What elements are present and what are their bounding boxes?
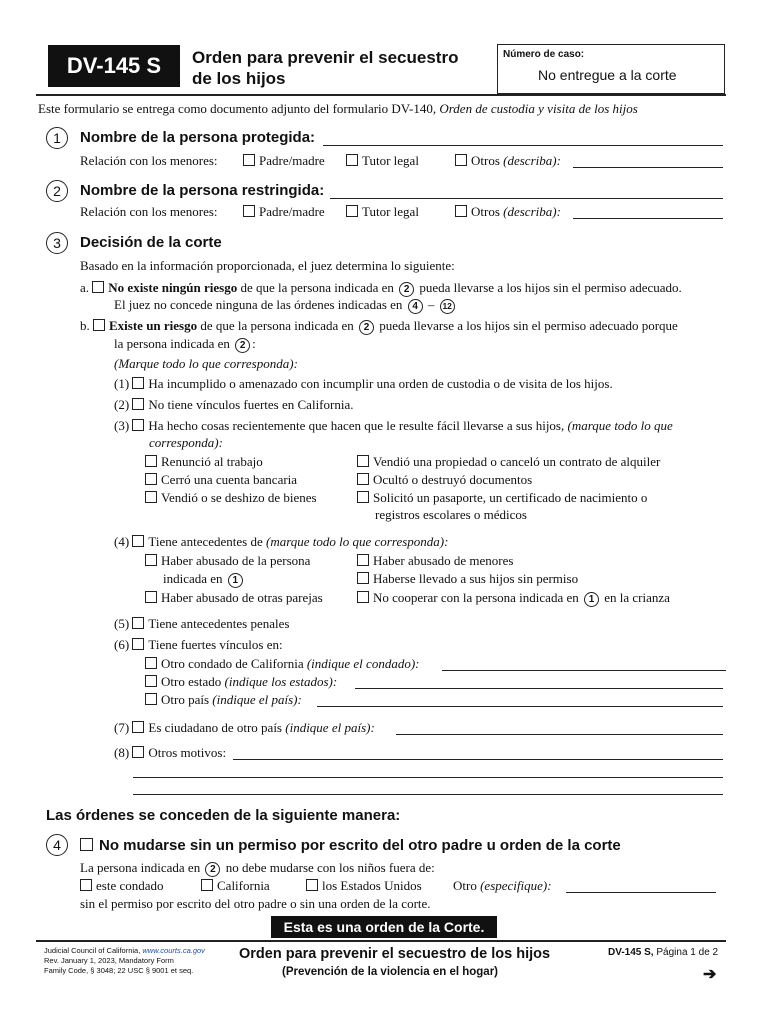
s3-4b[interactable] bbox=[145, 590, 323, 606]
s4-line1b: no debe mudarse con los niños fuera de: bbox=[222, 860, 435, 875]
checkbox[interactable] bbox=[145, 591, 157, 603]
ref-2-icon: 2 bbox=[399, 282, 414, 297]
s3-4a-line2-text: indicada en bbox=[163, 571, 226, 586]
s3-item-4-num: (4) bbox=[114, 534, 130, 549]
s3-4e-text: No cooperar con la persona indicada en bbox=[373, 590, 582, 605]
ref-1-icon: 1 bbox=[228, 573, 243, 588]
court-order-banner: Esta es una orden de la Corte. bbox=[271, 916, 497, 938]
checkbox[interactable] bbox=[145, 554, 157, 566]
checkbox[interactable] bbox=[80, 879, 92, 891]
s3-item-5-num: (5) bbox=[114, 616, 130, 631]
s4-opt-california-label: California bbox=[217, 878, 270, 893]
s3-b-text1: de que la persona indicada en bbox=[197, 318, 358, 333]
checkbox[interactable] bbox=[357, 455, 369, 467]
s4-opt-other-label: Otro bbox=[453, 878, 481, 893]
footer-subtitle: (Prevención de la violencia en el hogar) bbox=[282, 966, 499, 978]
form-title bbox=[192, 47, 458, 89]
s3-4a-line2 bbox=[163, 571, 245, 588]
s3-b-bold: Existe un riesgo bbox=[109, 318, 198, 333]
s4-opt-county-label: este condado bbox=[96, 878, 164, 893]
checkbox[interactable] bbox=[132, 638, 144, 650]
checkbox[interactable] bbox=[145, 473, 157, 485]
ref-2-icon: 2 bbox=[359, 320, 374, 335]
orders-heading: Las órdenes se conceden de la siguiente manera: bbox=[46, 807, 401, 824]
s2-other-field[interactable] bbox=[573, 218, 723, 219]
s3-6a-italic: (indique el condado): bbox=[306, 656, 420, 671]
s2-guardian-option[interactable] bbox=[346, 204, 419, 220]
s2-other-option[interactable] bbox=[455, 204, 561, 220]
s3-item-6-num: (6) bbox=[114, 637, 130, 652]
s3-6c-text: Otro país bbox=[161, 692, 213, 707]
checkbox[interactable] bbox=[145, 491, 157, 503]
s3-item-3-num: (3) bbox=[114, 418, 130, 433]
section-4-title-text: No mudarse sin un permiso por escrito del otro padre u orden de la corte bbox=[99, 837, 621, 854]
s3-item-3-italic1: (marque todo lo que bbox=[567, 418, 673, 433]
s3-item-6[interactable] bbox=[114, 637, 283, 653]
ref-1-icon: 1 bbox=[584, 592, 599, 607]
s4-opt-california[interactable] bbox=[201, 878, 270, 894]
s3-item-2-num: (2) bbox=[114, 397, 130, 412]
form-id-badge: DV-145 S bbox=[48, 45, 180, 87]
case-number-label: Número de caso: bbox=[503, 49, 585, 60]
s1-other-italic: (describa): bbox=[503, 153, 561, 168]
footer-page-text: Página 1 de 2 bbox=[653, 947, 719, 958]
footer-title: Orden para prevenir el secuestro de los hijos bbox=[239, 946, 551, 962]
s3-6b-italic: (indique los estados): bbox=[224, 674, 338, 689]
s3-8-field-1[interactable] bbox=[233, 759, 723, 760]
checkbox[interactable] bbox=[145, 455, 157, 467]
footer-page bbox=[608, 947, 718, 958]
section-2-number: 2 bbox=[46, 180, 68, 202]
checkbox[interactable] bbox=[201, 879, 213, 891]
s3-a-dash: – bbox=[424, 297, 438, 312]
s1-relation-label: Relación con los menores: bbox=[80, 153, 218, 168]
s3-item-4[interactable] bbox=[114, 534, 448, 550]
checkbox[interactable] bbox=[80, 838, 93, 851]
s3-6c-field[interactable] bbox=[317, 706, 723, 707]
s3-item-8[interactable] bbox=[114, 745, 226, 761]
checkbox[interactable] bbox=[132, 419, 144, 431]
footer-rule bbox=[36, 940, 726, 942]
s3-3e[interactable] bbox=[357, 472, 532, 488]
s3-6a-text: Otro condado de California bbox=[161, 656, 307, 671]
s3-a-text1: de que la persona indicada en bbox=[237, 280, 398, 295]
s3-a-bold: No existe ningún riesgo bbox=[108, 280, 238, 295]
s1-parent-label: Padre/madre bbox=[259, 153, 325, 168]
checkbox[interactable] bbox=[145, 693, 157, 705]
case-number-note: No entregue a la corte bbox=[538, 67, 677, 83]
form-title-line2: de los hijos bbox=[192, 69, 286, 88]
footer-url-link[interactable]: www.courts.ca.gov bbox=[142, 946, 205, 955]
s3-item-8-num: (8) bbox=[114, 745, 130, 760]
s3-6b[interactable] bbox=[145, 674, 337, 690]
s3-6c-italic: (indique el país): bbox=[212, 692, 302, 707]
s1-other-field[interactable] bbox=[573, 167, 723, 168]
checkbox[interactable] bbox=[132, 721, 144, 733]
s3-4e[interactable] bbox=[357, 590, 670, 607]
s3-a-line2 bbox=[114, 297, 457, 314]
section-2-title: Nombre de la persona restringida: bbox=[80, 182, 325, 199]
s3-b-line1[interactable] bbox=[80, 318, 678, 335]
s3-3c[interactable] bbox=[145, 490, 317, 506]
footer-rev: Rev. January 1, 2023, Mandatory Form bbox=[44, 956, 174, 965]
s3-a-text2: pueda llevarse a los hijos sin el permiso adecuado. bbox=[416, 280, 682, 295]
s3-item-7-num: (7) bbox=[114, 720, 130, 735]
intro-text-italic: Orden de custodia y visita de los hijos bbox=[439, 101, 638, 116]
s1-guardian-label: Tutor legal bbox=[362, 153, 419, 168]
s3-3f-text: Solicitó un pasaporte, un certificado de nacimiento o bbox=[373, 490, 648, 505]
s4-line1a: La persona indicada en bbox=[80, 860, 204, 875]
checkbox[interactable] bbox=[92, 281, 104, 293]
checkbox[interactable] bbox=[306, 879, 318, 891]
checkbox[interactable] bbox=[243, 205, 255, 217]
s3-b-line2-text: la persona indicada en bbox=[114, 336, 234, 351]
section-4-title[interactable] bbox=[80, 837, 621, 854]
s3-item-7[interactable] bbox=[114, 720, 375, 736]
s3-8-field-3[interactable] bbox=[133, 794, 723, 795]
s2-parent-label: Padre/madre bbox=[259, 204, 325, 219]
s3-3f-line2: registros escolares o médicos bbox=[375, 507, 527, 522]
s4-opt-us[interactable] bbox=[306, 878, 422, 894]
s3-3d-text: Vendió una propiedad o canceló un contrato de alquiler bbox=[373, 454, 661, 469]
checkbox[interactable] bbox=[455, 205, 467, 217]
s3-item-4-text: Tiene antecedentes de bbox=[148, 534, 266, 549]
s4-opt-other-italic: (especifique): bbox=[480, 878, 552, 893]
checkbox[interactable] bbox=[357, 491, 369, 503]
s3-a-letter: a. bbox=[80, 280, 90, 295]
s2-parent-option[interactable] bbox=[243, 204, 325, 220]
s4-line3: sin el permiso por escrito del otro padre o sin una orden de la corte. bbox=[80, 896, 431, 911]
section-3-title: Decisión de la corte bbox=[80, 234, 222, 251]
section-1-number: 1 bbox=[46, 127, 68, 149]
next-page-arrow-icon[interactable]: ➔ bbox=[703, 966, 717, 983]
s3-item-1-num: (1) bbox=[114, 376, 130, 391]
s3-item-6-text: Tiene fuertes vínculos en: bbox=[148, 637, 283, 652]
s3-6b-text: Otro estado bbox=[161, 674, 225, 689]
s3-6b-field[interactable] bbox=[355, 688, 723, 689]
footer-left bbox=[44, 946, 205, 976]
checkbox[interactable] bbox=[145, 657, 157, 669]
s3-6a-field[interactable] bbox=[442, 670, 726, 671]
s3-item-3-text: Ha hecho cosas recientemente que hacen que le resulte fácil llevarse a sus hijos, bbox=[148, 418, 568, 433]
s3-4a-text: Haber abusado de la persona bbox=[161, 553, 311, 568]
s3-item-4-italic: (marque todo lo que corresponda): bbox=[265, 534, 449, 549]
footer-page-id: DV-145 S, bbox=[608, 947, 654, 958]
checkbox[interactable] bbox=[132, 377, 144, 389]
s2-other-label: Otros bbox=[471, 204, 504, 219]
section-3-number: 3 bbox=[46, 232, 68, 254]
s3-3a-text: Renunció al trabajo bbox=[161, 454, 263, 469]
case-number-box[interactable] bbox=[497, 44, 725, 94]
s3-4b-text: Haber abusado de otras parejas bbox=[161, 590, 323, 605]
s3-item-7-italic: (indique el país): bbox=[285, 720, 375, 735]
s1-parent-option[interactable] bbox=[243, 153, 325, 169]
checkbox[interactable] bbox=[93, 319, 105, 331]
s3-4a[interactable] bbox=[145, 553, 310, 569]
s3-b-text2: pueda llevarse a los hijos sin el permiso adecuado porque bbox=[376, 318, 678, 333]
checkbox[interactable] bbox=[132, 617, 144, 629]
s3-3e-text: Ocultó o destruyó documentos bbox=[373, 472, 533, 487]
section-4-number: 4 bbox=[46, 834, 68, 856]
s2-other-italic: (describa): bbox=[503, 204, 561, 219]
checkbox[interactable] bbox=[346, 154, 358, 166]
s3-4d-text: Haberse llevado a sus hijos sin permiso bbox=[373, 571, 579, 586]
ref-12-icon: 12 bbox=[440, 299, 455, 314]
checkbox[interactable] bbox=[243, 154, 255, 166]
s3-a-line2-text: El juez no concede ninguna de las órdenes indicadas en bbox=[114, 297, 406, 312]
s3-item-2-text: No tiene vínculos fuertes en California. bbox=[148, 397, 354, 412]
checkbox[interactable] bbox=[145, 675, 157, 687]
s3-item-8-text: Otros motivos: bbox=[148, 745, 227, 760]
s3-b-colon: : bbox=[252, 336, 256, 351]
checkbox[interactable] bbox=[132, 535, 144, 547]
s3-4d[interactable] bbox=[357, 571, 578, 587]
s3-4c-text: Haber abusado de menores bbox=[373, 553, 514, 568]
s3-6c[interactable] bbox=[145, 692, 302, 708]
s3-item-3[interactable] bbox=[114, 418, 673, 434]
s3-intro: Basado en la información proporcionada, el juez determina lo siguiente: bbox=[80, 258, 455, 273]
checkbox[interactable] bbox=[357, 572, 369, 584]
s3-3c-text: Vendió o se deshizo de bienes bbox=[161, 490, 317, 505]
s2-relation-label: Relación con los menores: bbox=[80, 204, 218, 219]
header-rule bbox=[36, 94, 726, 96]
s3-a-line1[interactable] bbox=[80, 280, 682, 297]
s4-opt-county[interactable] bbox=[80, 878, 164, 894]
checkbox[interactable] bbox=[132, 746, 144, 758]
s2-guardian-label: Tutor legal bbox=[362, 204, 419, 219]
s3-item-1[interactable] bbox=[114, 376, 613, 392]
s3-item-1-text: Ha incumplido o amenazado con incumplir una orden de custodia o de visita de los hijos. bbox=[148, 376, 613, 391]
s3-3f[interactable] bbox=[357, 490, 647, 506]
section-1-title: Nombre de la persona protegida: bbox=[80, 129, 316, 146]
footer-council: Judicial Council of California, www.courts.ca.gov bbox=[44, 946, 205, 955]
s3-item-7-text: Es ciudadano de otro país bbox=[148, 720, 286, 735]
s3-item-5[interactable] bbox=[114, 616, 289, 632]
s3-3b-text: Cerró una cuenta bancaria bbox=[161, 472, 298, 487]
s1-other-label: Otros bbox=[471, 153, 504, 168]
s4-opt-other bbox=[453, 878, 552, 894]
s3-4e-text2: en la crianza bbox=[601, 590, 670, 605]
restrained-name-field[interactable] bbox=[330, 198, 723, 199]
s4-other-field[interactable] bbox=[566, 892, 716, 893]
s1-other-option[interactable] bbox=[455, 153, 561, 169]
checkbox[interactable] bbox=[357, 473, 369, 485]
ref-2-icon: 2 bbox=[205, 862, 220, 877]
checkbox[interactable] bbox=[357, 554, 369, 566]
s3-b-line2 bbox=[114, 336, 256, 353]
intro-text bbox=[38, 101, 638, 117]
s3-8-field-2[interactable] bbox=[133, 777, 723, 778]
checkbox[interactable] bbox=[357, 591, 369, 603]
ref-2-icon: 2 bbox=[235, 338, 250, 353]
s4-opt-us-label: los Estados Unidos bbox=[322, 878, 422, 893]
s3-item-2[interactable] bbox=[114, 397, 353, 413]
s3-7-field[interactable] bbox=[396, 734, 723, 735]
s3-item-5-text: Tiene antecedentes penales bbox=[148, 616, 290, 631]
s3-3b[interactable] bbox=[145, 472, 297, 488]
s3-item-3-italic2: corresponda): bbox=[149, 435, 223, 450]
ref-4-icon: 4 bbox=[408, 299, 423, 314]
s3-4c[interactable] bbox=[357, 553, 513, 569]
protected-name-field[interactable] bbox=[323, 145, 723, 146]
checkbox[interactable] bbox=[455, 154, 467, 166]
s1-guardian-option[interactable] bbox=[346, 153, 419, 169]
form-title-line1: Orden para prevenir el secuestro bbox=[192, 48, 459, 67]
s3-6a[interactable] bbox=[145, 656, 419, 672]
checkbox[interactable] bbox=[346, 205, 358, 217]
s4-line1 bbox=[80, 860, 435, 877]
footer-code: Family Code, § 3048; 22 USC § 9001 et seq. bbox=[44, 966, 194, 975]
s3-marque: (Marque todo lo que corresponda): bbox=[114, 356, 298, 371]
s3-3a[interactable] bbox=[145, 454, 263, 470]
s3-b-letter: b. bbox=[80, 318, 90, 333]
intro-text-main: Este formulario se entrega como documento adjunto del formulario DV-140, bbox=[38, 101, 440, 116]
checkbox[interactable] bbox=[132, 398, 144, 410]
s3-3d[interactable] bbox=[357, 454, 660, 470]
